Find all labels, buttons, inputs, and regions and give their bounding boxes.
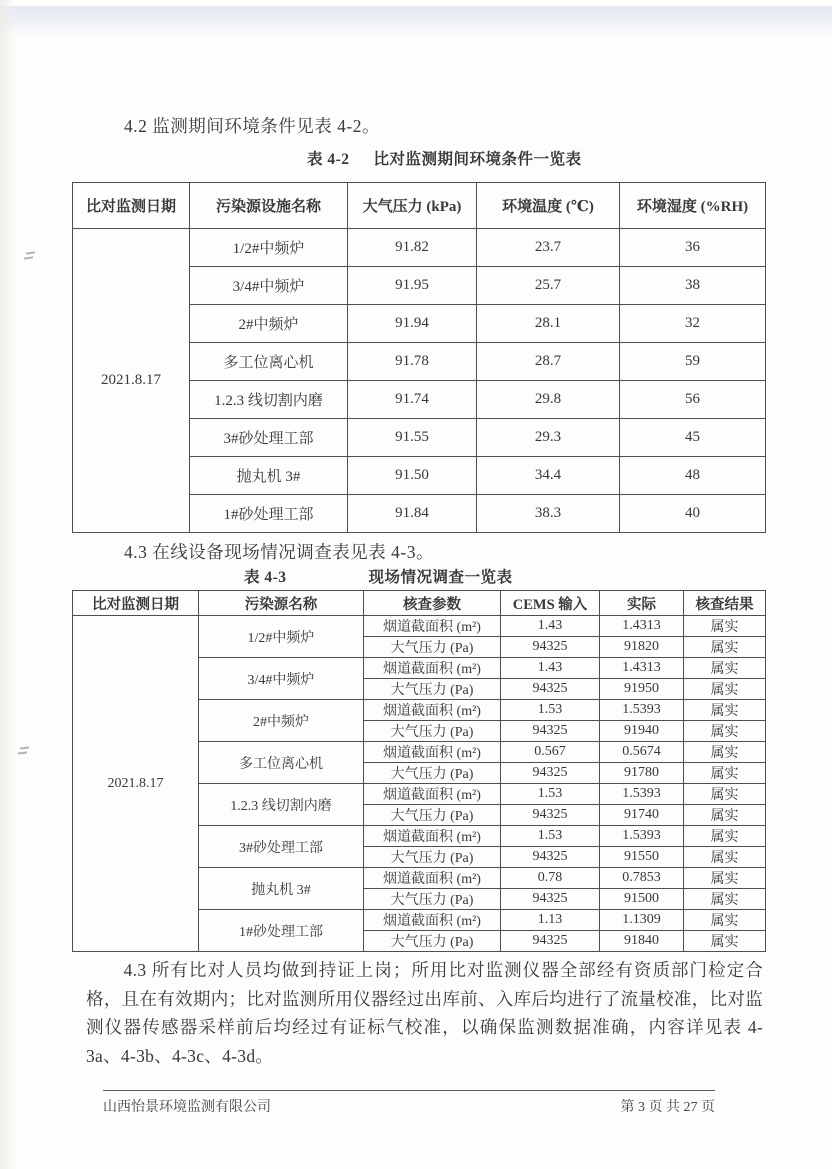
section-4-3-heading: 4.3 在线设备现场情况调查表见表 4-3。 (124, 542, 434, 562)
table-header-row (73, 183, 766, 229)
source-name-cell: 抛丸机 3# (199, 868, 364, 910)
column-header-date: 比对监测日期 (73, 591, 199, 616)
column-header-date: 比对监测日期 (73, 183, 190, 229)
actual-value-cell: 91500 (600, 889, 684, 910)
table-row (73, 229, 766, 267)
column-header-result: 核查结果 (684, 591, 766, 616)
cems-input-cell: 1.53 (501, 700, 600, 721)
site-survey-table (72, 590, 766, 952)
cems-input-cell: 0.567 (501, 742, 600, 763)
column-header-parameter: 核查参数 (364, 591, 501, 616)
result-cell: 属实 (684, 826, 766, 847)
pressure-cell: 91.84 (348, 495, 477, 533)
source-name-cell: 1#砂处理工部 (199, 910, 364, 952)
pressure-cell: 91.78 (348, 343, 477, 381)
parameter-cell: 烟道截面积 (m²) (364, 868, 501, 889)
pressure-cell: 91.50 (348, 457, 477, 495)
result-cell: 属实 (684, 847, 766, 868)
cems-input-cell: 1.53 (501, 826, 600, 847)
cems-input-cell: 0.78 (501, 868, 600, 889)
cems-input-cell: 94325 (501, 847, 600, 868)
monitoring-date-cell: 2021.8.17 (73, 616, 199, 952)
scan-left-edge-artifact (0, 0, 16, 1169)
parameter-cell: 大气压力 (Pa) (364, 889, 501, 910)
facility-name-cell: 3#砂处理工部 (190, 419, 348, 457)
actual-value-cell: 0.5674 (600, 742, 684, 763)
parameter-cell: 大气压力 (Pa) (364, 721, 501, 742)
facility-name-cell: 1/2#中频炉 (190, 229, 348, 267)
parameter-cell: 大气压力 (Pa) (364, 679, 501, 700)
column-header-facility: 污染源设施名称 (190, 183, 348, 229)
document-page (72, 0, 765, 1070)
result-cell: 属实 (684, 658, 766, 679)
column-header-temperature: 环境温度 (℃) (477, 183, 620, 229)
result-cell: 属实 (684, 868, 766, 889)
result-cell: 属实 (684, 700, 766, 721)
temperature-cell: 34.4 (477, 457, 620, 495)
scan-mark-artifact (20, 747, 29, 749)
humidity-cell: 45 (620, 419, 766, 457)
column-header-source: 污染源名称 (199, 591, 364, 616)
result-cell: 属实 (684, 910, 766, 931)
source-name-cell: 多工位离心机 (199, 742, 364, 784)
column-header-cems-input: CEMS 输入 (501, 591, 600, 616)
actual-value-cell: 91740 (600, 805, 684, 826)
parameter-cell: 烟道截面积 (m²) (364, 616, 501, 637)
scan-mark-artifact (24, 256, 33, 259)
temperature-cell: 23.7 (477, 229, 620, 267)
table-header-row (73, 591, 766, 616)
source-name-cell: 1/2#中频炉 (199, 616, 364, 658)
facility-name-cell: 抛丸机 3# (190, 457, 348, 495)
parameter-cell: 烟道截面积 (m²) (364, 826, 501, 847)
result-cell: 属实 (684, 742, 766, 763)
actual-value-cell: 0.7853 (600, 868, 684, 889)
result-cell: 属实 (684, 637, 766, 658)
actual-value-cell: 91550 (600, 847, 684, 868)
temperature-cell: 29.8 (477, 381, 620, 419)
result-cell: 属实 (684, 784, 766, 805)
environment-conditions-table (72, 182, 766, 533)
parameter-cell: 大气压力 (Pa) (364, 805, 501, 826)
pressure-cell: 91.55 (348, 419, 477, 457)
humidity-cell: 36 (620, 229, 766, 267)
column-header-pressure: 大气压力 (kPa) (348, 183, 477, 229)
temperature-cell: 38.3 (477, 495, 620, 533)
paragraph-4-3: 4.3 所有比对人员均做到持证上岗；所用比对监测仪器全部经有资质部门检定合格，且在有效期内；比对监测所用仪器经过出库前、入库后均进行了流量校准，比对监测仪器传感器采样前后均经过有证标气校准，以确保监测数据准确，内容详见表 4-3a、4-3b、4-3c、4-3d。 (86, 960, 763, 1066)
parameter-cell: 大气压力 (Pa) (364, 637, 501, 658)
actual-value-cell: 1.4313 (600, 616, 684, 637)
actual-value-cell: 91820 (600, 637, 684, 658)
result-cell: 属实 (684, 679, 766, 700)
pressure-cell: 91.74 (348, 381, 477, 419)
facility-name-cell: 1#砂处理工部 (190, 495, 348, 533)
pressure-cell: 91.94 (348, 305, 477, 343)
scan-mark-artifact (26, 251, 35, 254)
section-4-2-heading: 4.2 监测期间环境条件见表 4-2。 (124, 116, 380, 136)
table-row (73, 616, 766, 637)
table-4-3-label: 表 4-3 (244, 569, 287, 586)
parameter-cell: 烟道截面积 (m²) (364, 784, 501, 805)
cems-input-cell: 94325 (501, 679, 600, 700)
humidity-cell: 38 (620, 267, 766, 305)
cems-input-cell: 94325 (501, 889, 600, 910)
result-cell: 属实 (684, 931, 766, 952)
facility-name-cell: 多工位离心机 (190, 343, 348, 381)
actual-value-cell: 91950 (600, 679, 684, 700)
humidity-cell: 48 (620, 457, 766, 495)
result-cell: 属实 (684, 889, 766, 910)
cems-input-cell: 1.43 (501, 616, 600, 637)
table-4-3-title: 现场情况调查一览表 (368, 569, 513, 586)
page-footer (103, 1090, 715, 1116)
actual-value-cell: 1.5393 (600, 826, 684, 847)
footer-company-name: 山西怡景环境监测有限公司 (103, 1100, 271, 1115)
parameter-cell: 烟道截面积 (m²) (364, 910, 501, 931)
temperature-cell: 29.3 (477, 419, 620, 457)
monitoring-date-cell: 2021.8.17 (73, 229, 190, 533)
actual-value-cell: 91840 (600, 931, 684, 952)
source-name-cell: 1.2.3 线切割内磨 (199, 784, 364, 826)
actual-value-cell: 91780 (600, 763, 684, 784)
humidity-cell: 56 (620, 381, 766, 419)
source-name-cell: 3#砂处理工部 (199, 826, 364, 868)
result-cell: 属实 (684, 616, 766, 637)
parameter-cell: 大气压力 (Pa) (364, 931, 501, 952)
actual-value-cell: 1.1309 (600, 910, 684, 931)
humidity-cell: 32 (620, 305, 766, 343)
source-name-cell: 2#中频炉 (199, 700, 364, 742)
cems-input-cell: 94325 (501, 637, 600, 658)
parameter-cell: 大气压力 (Pa) (364, 847, 501, 868)
temperature-cell: 28.7 (477, 343, 620, 381)
result-cell: 属实 (684, 763, 766, 784)
facility-name-cell: 3/4#中频炉 (190, 267, 348, 305)
facility-name-cell: 1.2.3 线切割内磨 (190, 381, 348, 419)
table-4-2-label: 表 4-2 (307, 151, 350, 168)
scan-mark-artifact (18, 752, 27, 754)
pressure-cell: 91.82 (348, 229, 477, 267)
column-header-humidity: 环境湿度 (%RH) (620, 183, 766, 229)
cems-input-cell: 94325 (501, 763, 600, 784)
parameter-cell: 烟道截面积 (m²) (364, 658, 501, 679)
temperature-cell: 28.1 (477, 305, 620, 343)
table-4-2-title: 比对监测期间环境条件一览表 (373, 151, 582, 168)
cems-input-cell: 94325 (501, 931, 600, 952)
actual-value-cell: 1.5393 (600, 784, 684, 805)
cems-input-cell: 1.53 (501, 784, 600, 805)
cems-input-cell: 1.43 (501, 658, 600, 679)
table-4-3-caption (72, 565, 765, 587)
source-name-cell: 3/4#中频炉 (199, 658, 364, 700)
pressure-cell: 91.95 (348, 267, 477, 305)
actual-value-cell: 1.5393 (600, 700, 684, 721)
actual-value-cell: 1.4313 (600, 658, 684, 679)
column-header-actual: 实际 (600, 591, 684, 616)
facility-name-cell: 2#中频炉 (190, 305, 348, 343)
cems-input-cell: 1.13 (501, 910, 600, 931)
parameter-cell: 烟道截面积 (m²) (364, 742, 501, 763)
result-cell: 属实 (684, 805, 766, 826)
table-4-2-caption (72, 147, 765, 169)
humidity-cell: 40 (620, 495, 766, 533)
parameter-cell: 烟道截面积 (m²) (364, 700, 501, 721)
footer-page-number: 第 3 页 共 27 页 (620, 1100, 715, 1115)
cems-input-cell: 94325 (501, 721, 600, 742)
humidity-cell: 59 (620, 343, 766, 381)
temperature-cell: 25.7 (477, 267, 620, 305)
cems-input-cell: 94325 (501, 805, 600, 826)
actual-value-cell: 91940 (600, 721, 684, 742)
parameter-cell: 大气压力 (Pa) (364, 763, 501, 784)
result-cell: 属实 (684, 721, 766, 742)
